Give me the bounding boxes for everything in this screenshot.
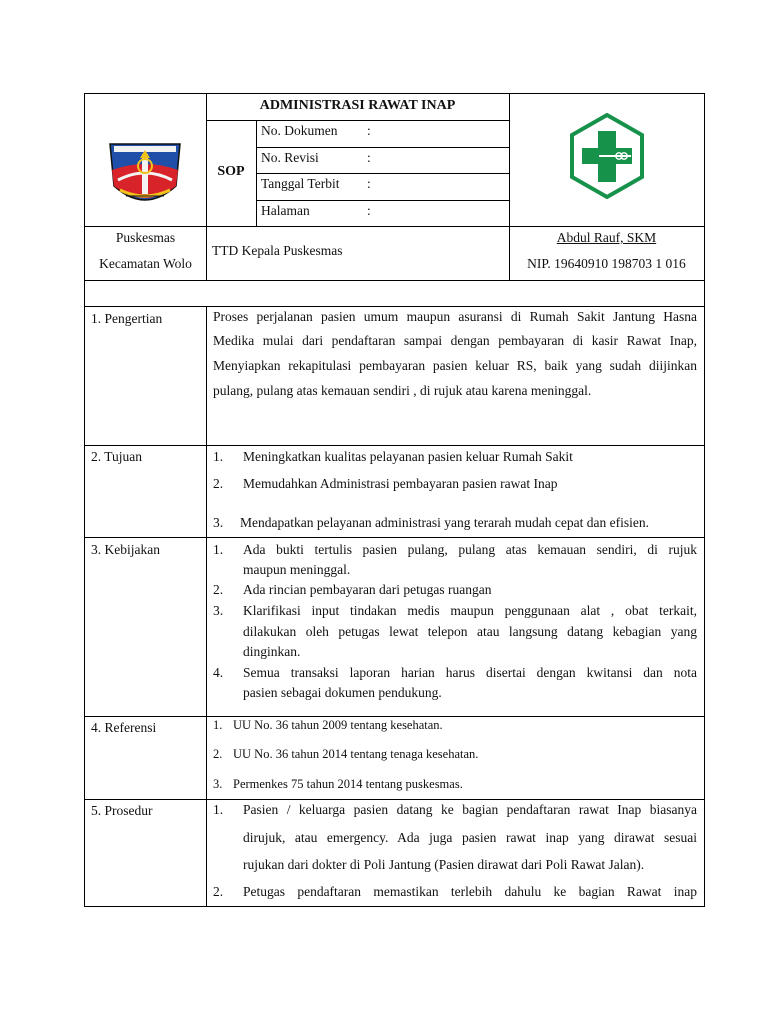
referensi-bottom-line bbox=[85, 799, 704, 800]
pengertian-line-4: pulang, pulang atas kemauan sendiri , di rujuk atau karena meninggal. bbox=[213, 383, 592, 398]
header-divider-left bbox=[206, 94, 207, 280]
field-divider-3 bbox=[256, 200, 509, 201]
referensi-item-1: UU No. 36 tahun 2009 tentang kesehatan. bbox=[233, 718, 443, 732]
sop-document bbox=[84, 93, 705, 907]
referensi-num-2: 2. bbox=[213, 747, 223, 761]
kebijakan-num-4: 4. bbox=[213, 665, 224, 680]
tujuan-num-3: 3. bbox=[213, 515, 224, 530]
prosedur-item-1-line-2: dirujuk, atau emergency. Ada juga pasien rawat inap yang dirawat sesuai bbox=[243, 830, 697, 845]
tujuan-bottom-line bbox=[85, 537, 704, 538]
kebijakan-item-1-line-2: maupun meninggal. bbox=[243, 562, 351, 577]
kebijakan-num-1: 1. bbox=[213, 542, 224, 557]
prosedur-item-1-line-1: Pasien / keluarga pasien datang ke bagian pendaftaran rawat Inap biasanya bbox=[243, 802, 697, 817]
kebijakan-item-3-line-1: Klarifikasi input tindakan medis maupun penggunaan alat , obat terkait, bbox=[243, 603, 697, 618]
pengertian-line-1: Proses perjalanan pasien umum maupun asuransi di Rumah Sakit Jantung Hasna bbox=[213, 309, 697, 324]
label-column-divider bbox=[206, 306, 207, 906]
signature-bottom-line bbox=[85, 280, 704, 281]
kebijakan-item-1-line-1: Ada bukti tertulis pasien pulang, pulang atas kemauan sendiri, di rujuk bbox=[243, 542, 697, 557]
ttd-label: TTD Kepala Puskesmas bbox=[212, 243, 343, 258]
regency-emblem-icon bbox=[106, 136, 184, 214]
kebijakan-bottom-line bbox=[85, 716, 704, 717]
section-label-tujuan: 2. Tujuan bbox=[91, 449, 143, 464]
kebijakan-item-4-line-1: Semua transaksi laporan harian harus disertai dengan kwitansi dan nota bbox=[243, 665, 697, 680]
pengertian-line-3: Menyiapkan rekapitulasi pembayaran pasien keluar RS, baik yang sudah diijinkan bbox=[213, 358, 697, 373]
section-label-kebijakan: 3. Kebijakan bbox=[91, 542, 160, 557]
kebijakan-item-2-line-1: Ada rincian pembayaran dari petugas ruangan bbox=[243, 582, 492, 597]
org-line-2: Kecamatan Wolo bbox=[99, 256, 192, 271]
referensi-num-1: 1. bbox=[213, 718, 223, 732]
tujuan-num-1: 1. bbox=[213, 449, 224, 464]
sop-label: SOP bbox=[217, 164, 245, 179]
field-tanggal-terbit-label: Tanggal Terbit bbox=[261, 176, 340, 191]
prosedur-item-2-line-1: Petugas pendaftaran memastikan terlebih dahulu ke bagian Rawat inap bbox=[243, 884, 697, 899]
title-underline bbox=[206, 120, 509, 121]
referensi-item-2: UU No. 36 tahun 2014 tentang tenaga kesehatan. bbox=[233, 747, 479, 761]
kebijakan-item-4-line-2: pasien sebagai dokumen pendukung. bbox=[243, 685, 442, 700]
referensi-item-3: Permenkes 75 tahun 2014 tentang puskesmas. bbox=[233, 777, 463, 791]
tujuan-item-3: Mendapatkan pelayanan administrasi yang terarah mudah cepat dan efisien. bbox=[240, 515, 649, 530]
spacer-bottom-line bbox=[85, 306, 704, 307]
pengertian-line-2: Medika mulai dari pendaftaran sampai dengan pembayaran di kasir Rawat Inap, bbox=[213, 333, 697, 348]
tujuan-item-2: Memudahkan Administrasi pembayaran pasien rawat Inap bbox=[243, 476, 558, 491]
field-no-revisi-sep: : bbox=[367, 150, 371, 165]
field-halaman-label: Halaman bbox=[261, 203, 310, 218]
pengertian-bottom-line bbox=[85, 445, 704, 446]
header-divider-right bbox=[509, 94, 510, 280]
head-name: Abdul Rauf, SKM bbox=[556, 230, 657, 245]
prosedur-num-2: 2. bbox=[213, 884, 224, 899]
section-label-pengertian: 1. Pengertian bbox=[91, 311, 163, 326]
section-label-referensi: 4. Referensi bbox=[91, 720, 157, 735]
kebijakan-item-3-line-2: dilakukan oleh petugas lewat telepon atau langsung datang kebagian yang bbox=[243, 624, 697, 639]
field-tanggal-terbit-sep: : bbox=[367, 176, 371, 191]
field-divider-2 bbox=[256, 173, 509, 174]
section-label-prosedur: 5. Prosedur bbox=[91, 803, 153, 818]
header-bottom-line bbox=[85, 226, 704, 227]
field-no-dokumen-label: No. Dokumen bbox=[261, 123, 338, 138]
field-halaman-sep: : bbox=[367, 203, 371, 218]
field-no-revisi-label: No. Revisi bbox=[261, 150, 319, 165]
prosedur-item-1-line-3: rujukan dari dokter di Poli Jantung (Pasien dirawat dari Poli Rawat Jalan). bbox=[243, 857, 645, 872]
head-nip: NIP. 19640910 198703 1 016 bbox=[527, 256, 686, 271]
puskesmas-logo-icon bbox=[569, 113, 645, 199]
field-no-dokumen-sep: : bbox=[367, 123, 371, 138]
referensi-num-3: 3. bbox=[213, 777, 223, 791]
field-divider-1 bbox=[256, 147, 509, 148]
org-line-1: Puskesmas bbox=[115, 230, 176, 245]
tujuan-num-2: 2. bbox=[213, 476, 224, 491]
tujuan-item-1: Meningkatkan kualitas pelayanan pasien keluar Rumah Sakit bbox=[243, 449, 573, 464]
prosedur-num-1: 1. bbox=[213, 802, 224, 817]
kebijakan-num-3: 3. bbox=[213, 603, 224, 618]
kebijakan-item-3-line-3: dinginkan. bbox=[243, 644, 301, 659]
document-title: ADMINISTRASI RAWAT INAP bbox=[259, 98, 456, 113]
kebijakan-num-2: 2. bbox=[213, 582, 224, 597]
